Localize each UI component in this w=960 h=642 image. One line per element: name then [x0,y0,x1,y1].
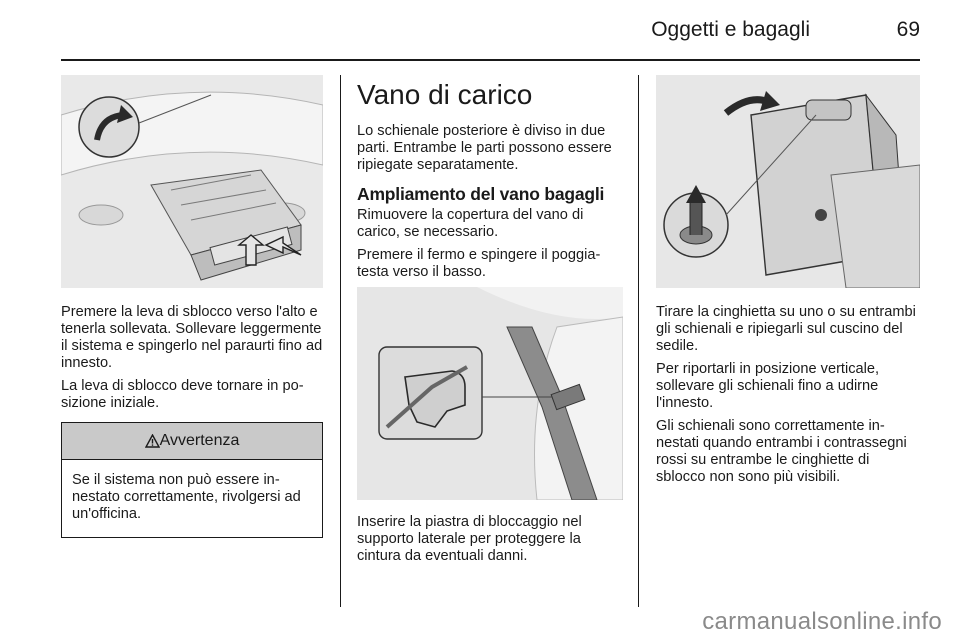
instruction-remove-cover: Rimuovere la copertura del vano di carico, se necessario. [357,207,584,240]
warning-header [62,423,322,460]
column-divider-right [638,75,639,607]
paragraph-split-seat: Lo schienale posteriore è diviso in due parti. Entrambe le parti possono essere ripiegate separatamente. [357,123,612,173]
instruction-release-lever: Premere la leva di sblocco verso l'alto e tenerla sollevata. Sollevare leggermente il sistema e spingerlo nel paraurti fino ad innesto. [61,304,323,371]
warning-box [61,422,323,538]
subsection-heading: Ampliamento del vano bagagli [357,184,605,204]
section-heading: Vano di carico [357,79,533,110]
warning-text: Se il sistema non può essere innestato correttamente, rivolgersi ad un'officina. [72,472,301,522]
instruction-pull-strap: Tirare la cinghietta su uno o su entrambi gli schienali e ripiegarli sul cuscino del sedile. [656,304,916,354]
column-3 [656,75,920,492]
page-number: 69 [896,18,920,41]
instruction-lock-plate: Inserire la piastra di bloccaggio nel supporto laterale per proteggere la cintura da eventuali danni. [357,514,582,564]
illustration-fold-seatback [656,75,920,288]
instruction-headrest: Premere il fermo e spingere il poggiatesta verso il basso. [357,247,601,280]
illustration-bike-carrier-release [61,75,323,288]
watermark: carmanualsonline.info [702,608,942,635]
instruction-lever-return: La leva di sblocco deve tornare in posizione iniziale. [61,378,304,411]
column-1 [61,75,323,538]
illustration-seatbelt-holder [357,287,623,500]
instruction-engagement-check: Gli schienali sono correttamente innestati quando entrambi i contrassegni rossi su entrambe le cinghiette di sblocco non sono più visibili. [656,418,907,485]
header-divider [61,59,920,61]
warning-title: Avvertenza [159,432,240,449]
column-divider-left [340,75,341,607]
column-2 [357,75,623,571]
instruction-raise-seatback: Per riportarli in posizione verticale, sollevare gli schienali fino a udirne l'innesto. [656,361,880,411]
warning-triangle-icon [145,434,160,448]
page-header-title: Oggetti e bagagli [651,18,810,41]
